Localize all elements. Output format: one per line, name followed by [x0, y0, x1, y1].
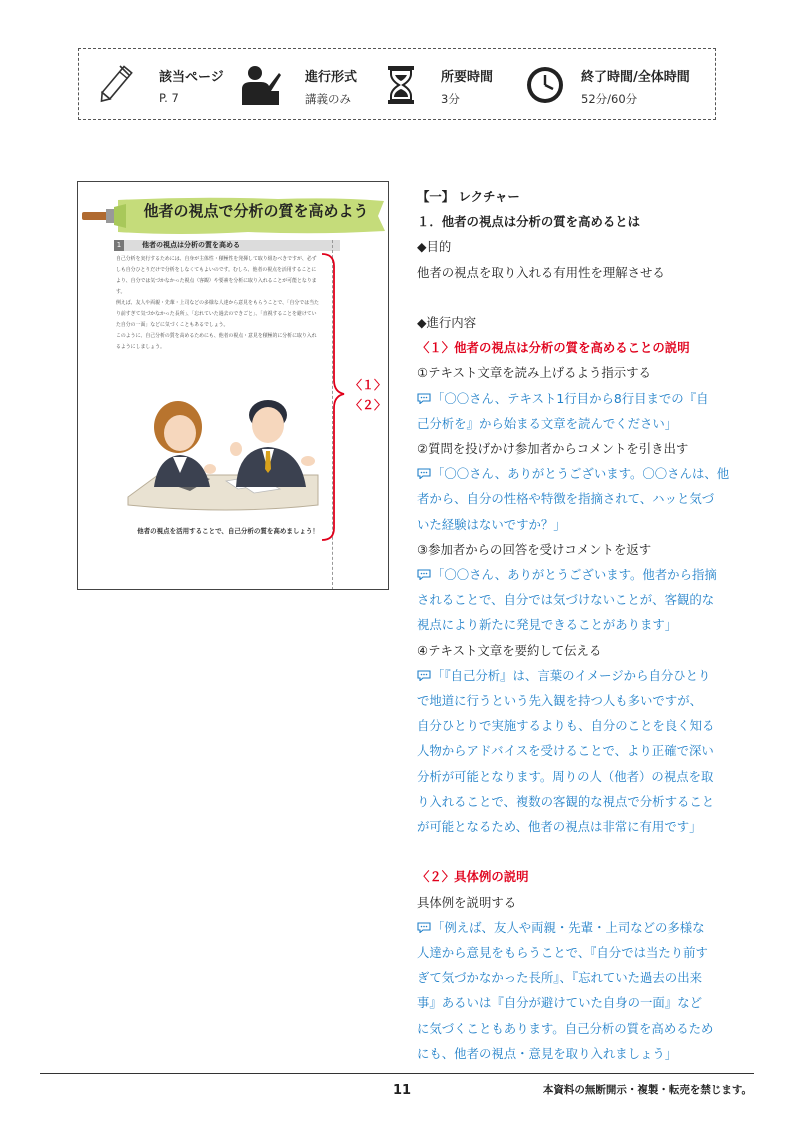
- progress-label: ◆進行内容: [417, 315, 477, 330]
- quote-line: 分析が可能となります。周りの人（他者）の視点を取: [417, 768, 714, 784]
- section-marker-1: 〈１〉: [350, 378, 387, 392]
- thumbnail-paragraph: 自己分析を実行するためには、自身が主体性・積極性を発揮して取り組むべきですが、必ずしも自分ひとりだけで分析をしなくてもよいのです。むしろ、他者の視点を活用することにより、自分では気づかなかった視点（客観）や要素を分析に取り入れることが可能となります。: [116, 256, 317, 295]
- speech-bubble-icon: [417, 468, 431, 479]
- purpose-label: ◆目的: [417, 239, 452, 255]
- quote-line: されることで、自分では気づけないことが、客観的な: [417, 592, 715, 608]
- quote-line: 視点により新たに発見できることがあります」: [417, 617, 678, 633]
- quote-line: 人物からアドバイスを受けることで、より正確で深い: [417, 743, 714, 759]
- quote-line: [417, 386, 727, 411]
- quote-text: 「〇〇さん、テキスト1行目から8行目までの『自: [432, 390, 709, 406]
- quote-line: [417, 461, 730, 486]
- quote-line: 自分ひとりで実施するよりも、自分のことを良く知る: [417, 718, 715, 734]
- thumbnail-title: 他者の視点で分析の質を高めよう: [143, 202, 369, 220]
- lecture-heading: 【一】 レクチャー: [417, 189, 520, 204]
- info-duration-value: 3分: [441, 92, 460, 106]
- step-5: 具体例を説明する: [417, 894, 517, 910]
- quote-text: 「例えば、友人や両親・先輩・上司などの多様な: [432, 919, 705, 935]
- quote-line: にも、他者の視点・意見を取り入れましょう」: [417, 1045, 678, 1061]
- lecture-script: [417, 184, 730, 1066]
- step-4: ④テキスト文章を要約して伝える: [417, 642, 602, 658]
- quote-line: 事』あるいは『自分が避けていた自身の一面』など: [417, 995, 702, 1011]
- quote-line: [417, 663, 727, 688]
- step-3: ③参加者からの回答を受けコメントを返す: [417, 541, 652, 557]
- info-format-label: 進行形式: [305, 70, 358, 85]
- speech-bubble-icon: [417, 569, 431, 580]
- quote-line: 者から、自分の性格や特徴を指摘されて、ハッと気づ: [417, 491, 715, 507]
- session-info-box: [78, 48, 716, 120]
- lecturer-icon: [239, 63, 283, 107]
- info-end-time-label: 終了時間/全体時間: [581, 70, 690, 85]
- copyright-notice: 本資料の無断開示・複製・転売を禁じます。: [542, 1084, 752, 1096]
- quote-line: 人達から意見をもらうことで、『自分では当たり前す: [417, 945, 708, 961]
- textbook-page-thumbnail: [77, 181, 389, 590]
- quote-text: 「『自己分析』は、言葉のイメージから自分ひとり: [432, 667, 711, 683]
- quote-line: ぎて気づかなかった長所』、『忘れていた過去の出来: [417, 970, 702, 986]
- speech-bubble-icon: [417, 393, 431, 404]
- info-page-label: 該当ページ: [159, 70, 224, 85]
- step-1: ①テキスト文章を読み上げるよう指示する: [417, 365, 651, 381]
- discussion-illustration: [118, 387, 328, 517]
- section2-title: 〈２〉具体例の説明: [417, 869, 529, 885]
- quote-line: [417, 562, 727, 587]
- thumbnail-caption: 他者の視点を活用することで、自己分析の質を高めましょう！: [137, 527, 319, 535]
- lecture-subheading: １．他者の視点は分析の質を高めるとは: [417, 214, 641, 230]
- step-2: ②質問を投げかけ参加者からコメントを引き出す: [417, 441, 689, 457]
- page-number: 11: [392, 1083, 412, 1098]
- section-marker-2: 〈２〉: [350, 398, 387, 412]
- thumbnail-section-label: 他者の視点は分析の質を高める: [142, 241, 240, 249]
- quote-line: り入れることで、複数の客観的な視点で分析すること: [417, 793, 715, 809]
- speech-bubble-icon: [417, 670, 431, 681]
- speech-bubble-icon: [417, 922, 431, 933]
- quote-line: [417, 915, 727, 940]
- quote-line: で地道に行うという先入観を持つ人も多いですが、: [417, 693, 702, 709]
- info-page-value: P. 7: [159, 91, 179, 105]
- quote-line: 己分析を』から始まる文章を読んでください」: [417, 415, 678, 431]
- hourglass-icon: [379, 63, 423, 107]
- thumbnail-paragraph: このように、自己分析の質を高めるためにも、他者の視点・意見を積極的に分析に取り入れるようにしましょう。: [116, 333, 317, 350]
- quote-line: が可能となるため、他者の視点は非常に有用です」: [417, 819, 702, 835]
- section1-title: 〈１〉他者の視点は分析の質を高めることの説明: [417, 340, 690, 356]
- clock-icon: [523, 63, 567, 107]
- thumbnail-body-text: [116, 254, 320, 353]
- info-end-time-value: 52分/60分: [581, 92, 638, 106]
- info-duration-label: 所要時間: [441, 70, 494, 85]
- quote-line: に気づくこともあります。自己分析の質を高めるため: [417, 1020, 714, 1036]
- info-format-value: 講義のみ: [305, 92, 351, 106]
- quote-line: いた経験はないですか？」: [417, 516, 566, 532]
- quote-text: 「〇〇さん、ありがとうございます。他者から指摘: [432, 567, 717, 583]
- quote-text: 「〇〇さん、ありがとうございます。〇〇さんは、他: [432, 466, 730, 482]
- thumbnail-section-header: [114, 240, 340, 251]
- purpose-text: 他者の視点を取り入れる有用性を理解させる: [417, 264, 665, 280]
- footer-divider: [40, 1073, 754, 1074]
- thumbnail-section-number: 1: [114, 240, 124, 251]
- pen-icon: [93, 63, 137, 107]
- thumbnail-paragraph: 例えば、友人や両親・先輩・上司などの多様な人達から意見をもらうことで、「自分では当たり前すぎて気づかなかった長所」、「忘れていた過去のできごと」、「直視することを避けていた自分の一面」などに気づくこともあるでしょう。: [116, 300, 319, 328]
